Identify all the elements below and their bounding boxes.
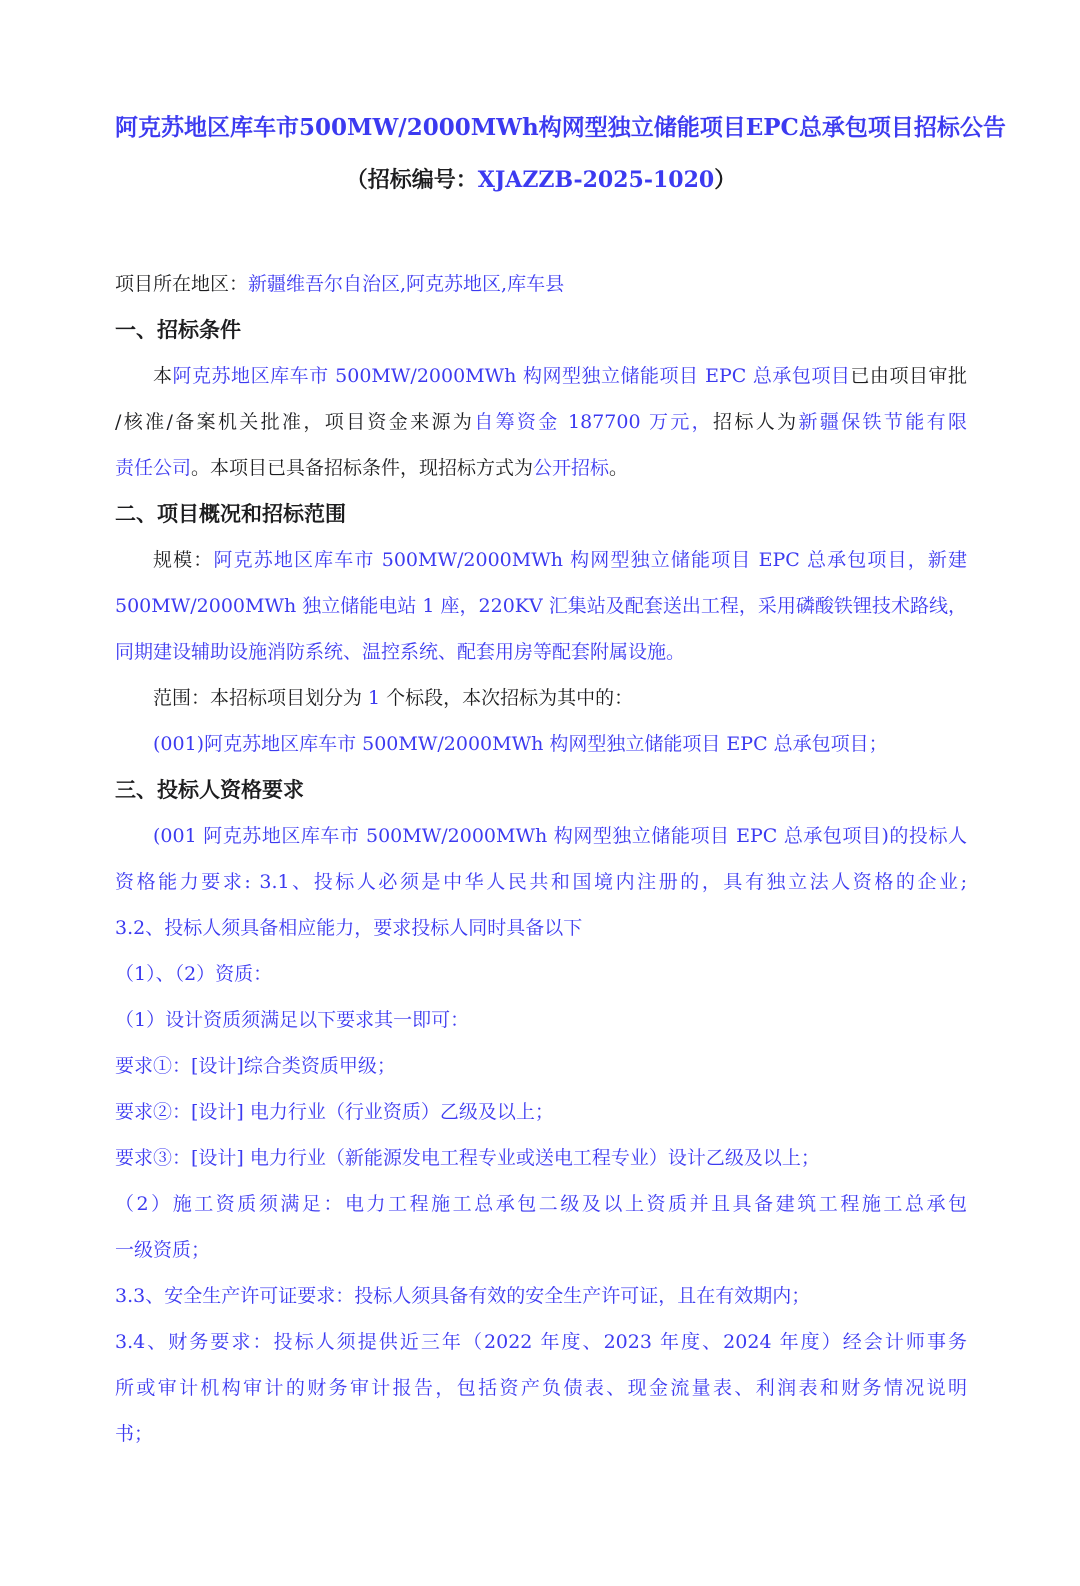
design-requirement-2-line (115, 1089, 967, 1135)
document-header (115, 108, 1006, 200)
text-run: 项目所在地区： (115, 273, 249, 295)
text-run: 范围：本招标项目划分为 (153, 687, 369, 709)
project-scope-line (115, 675, 967, 721)
text-run: 本 (153, 365, 173, 387)
highlighted-text-run: 3.4、财务要求：投标人须提供近三年（2022 年度、2023 年度、2024 年度）经会计师事务 (115, 1331, 967, 1353)
highlighted-text-run: 500MW/2000MWh 独立储能电站 1 座，220KV 汇集站及配套送出工程，采用磷酸铁锂技术路线， (115, 595, 967, 617)
construction-qualification-line-2 (115, 1227, 967, 1273)
text-run: 招标人为 (713, 411, 799, 433)
design-requirement-1-line (115, 1043, 967, 1089)
tender-number-code: XJAZZB-2025-1020 (477, 167, 715, 193)
highlighted-text-run: （1）、（2）资质： (115, 963, 273, 985)
highlighted-text-run: 新疆维吾尔自治区,阿克苏地区,库车县 (248, 273, 565, 295)
qualification-line-3 (115, 905, 967, 951)
highlighted-text-run: (001 阿克苏地区库车市 500MW/2000MWh 构网型独立储能项目 EPC 总承包项目)的投标人 (153, 825, 967, 847)
qualification-line-1 (115, 813, 967, 859)
qualification-line-2 (115, 859, 967, 905)
financial-requirement-line-1 (115, 1319, 967, 1365)
highlighted-text-run: （1）设计资质须满足以下要求其一即可： (115, 1009, 470, 1031)
project-location-line (115, 261, 967, 307)
tender-number-line (115, 160, 967, 200)
project-scale-line-2 (115, 583, 967, 629)
project-scale-line-3 (115, 629, 967, 675)
tender-conditions-line-3 (115, 445, 967, 491)
highlighted-text-run: 一级资质； (115, 1239, 211, 1261)
design-requirement-3-line (115, 1135, 967, 1181)
highlighted-text-run: 要求②：[设计] 电力行业（行业资质）乙级及以上； (115, 1101, 554, 1123)
highlighted-text-run: 1 (368, 687, 381, 709)
text-run: /核准/备案机关批准，项目资金来源为 (115, 411, 475, 433)
text-run: 二、项目概况和招标范围 (115, 502, 346, 526)
text-run: 规模： (153, 549, 214, 571)
highlighted-text-run: （2）施工资质须满足：电力工程施工总承包二级及以上资质并且具备建筑工程施工总承包 (115, 1193, 967, 1215)
construction-qualification-line-1 (115, 1181, 967, 1227)
highlighted-text-run: 阿克苏地区库车市 500MW/2000MWh 构网型独立储能项目 EPC 总承包项目，新建 (213, 549, 967, 571)
tender-number-suffix: ） (714, 167, 737, 193)
text-run: 一、招标条件 (115, 318, 241, 342)
text-run: 。本项目已具备招标条件，现招标方式为 (191, 457, 534, 479)
design-qualification-intro-line (115, 997, 967, 1043)
section-3-heading (115, 767, 967, 813)
highlighted-text-run: 同期建设辅助设施消防系统、温控系统、配套用房等配套附属设施。 (115, 641, 686, 663)
highlighted-text-run: 所或审计机构审计的财务审计报告，包括资产负债表、现金流量表、利润表和财务情况说明 (115, 1377, 967, 1399)
highlighted-text-run: 要求③：[设计] 电力行业（新能源发电工程专业或送电工程专业）设计乙级及以上； (115, 1147, 820, 1169)
highlighted-text-run: 公开招标 (533, 457, 610, 479)
text-run: 。 (609, 457, 629, 479)
tender-number-prefix: （招标编号： (345, 167, 478, 193)
tender-conditions-line-2 (115, 399, 967, 445)
highlighted-text-run: 资格能力要求: 3.1、投标人必须是中华人民共和国境内注册的，具有独立法人资格的企业; (115, 871, 967, 893)
highlighted-text-run: 书； (115, 1423, 154, 1445)
financial-requirement-line-3 (115, 1411, 967, 1457)
section-2-heading (115, 491, 967, 537)
safety-license-line (115, 1273, 967, 1319)
financial-requirement-line-2 (115, 1365, 967, 1411)
text-run: 个标段，本次招标为其中的： (380, 687, 634, 709)
highlighted-text-run: 阿克苏地区库车市 500MW/2000MWh 构网型独立储能项目 EPC 总承包项目 (172, 365, 851, 387)
section-1-heading (115, 307, 967, 353)
highlighted-text-run: 3.3、安全生产许可证要求：投标人须具备有效的安全生产许可证，且在有效期内； (115, 1285, 811, 1307)
bid-section-001-line (115, 721, 967, 767)
highlighted-text-run: 自筹资金 187700 万元， (474, 411, 714, 433)
highlighted-text-run: (001)阿克苏地区库车市 500MW/2000MWh 构网型独立储能项目 EPC 总承包项目； (153, 733, 888, 755)
highlighted-text-run: 责任公司 (115, 457, 192, 479)
document-body (115, 261, 967, 1457)
qualification-line-4 (115, 951, 967, 997)
text-run: 已由项目审批 (850, 365, 967, 387)
text-run: 三、投标人资格要求 (115, 778, 304, 802)
highlighted-text-run: 3.2、投标人须具备相应能力，要求投标人同时具备以下 (115, 917, 583, 939)
highlighted-text-run: 要求①：[设计]综合类资质甲级； (115, 1055, 396, 1077)
tender-conditions-line-1 (115, 353, 967, 399)
highlighted-text-run: 新疆保铁节能有限 (798, 411, 967, 433)
document-title: 阿克苏地区库车市500MW/2000MWh构网型独立储能项目EPC总承包项目招标公告 (115, 114, 1006, 141)
project-scale-line-1 (115, 537, 967, 583)
